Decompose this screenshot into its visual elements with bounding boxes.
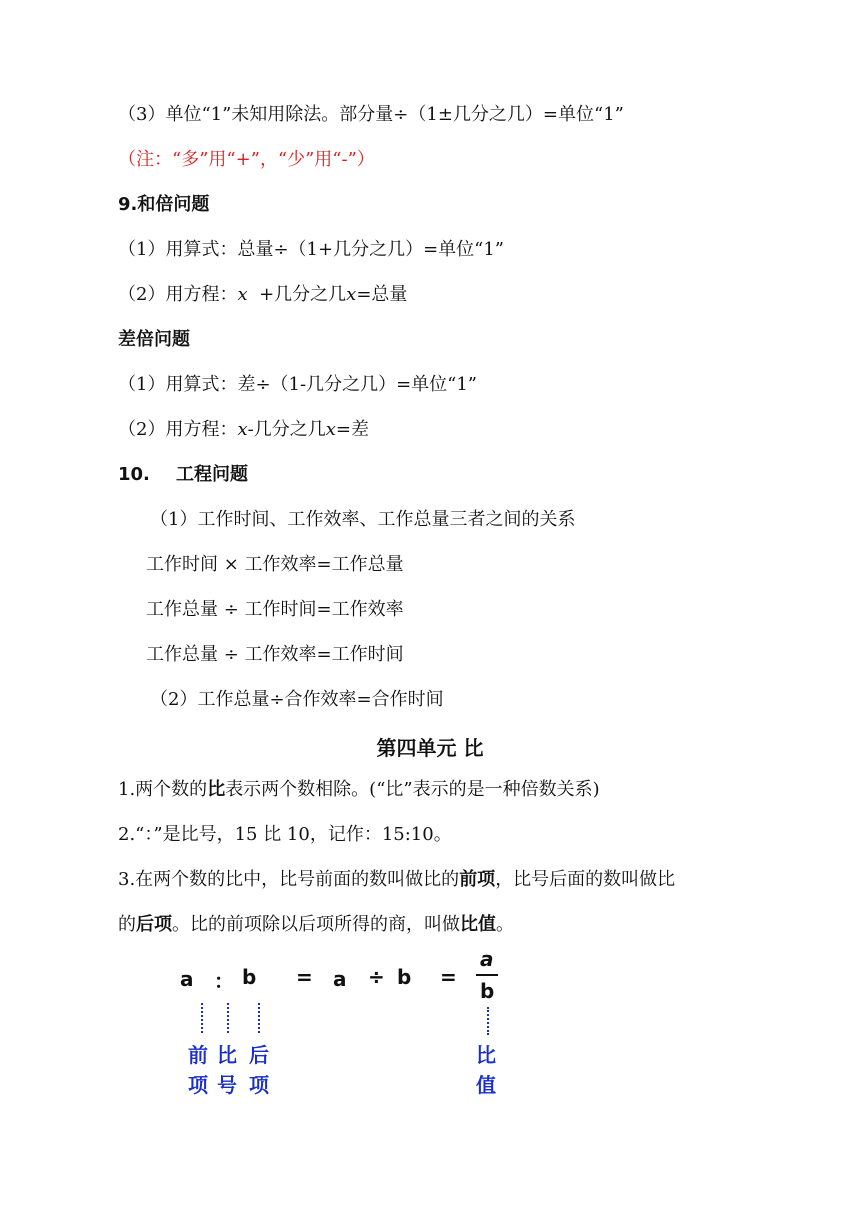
variable-x: x: [237, 284, 248, 305]
line-work-relationship: （1）工作时间、工作效率、工作总量三者之间的关系: [150, 509, 576, 530]
item-ratio-sign: 2.“：”是比号，15 比 10，记作：15:10。: [118, 824, 452, 845]
line-diff-formula: （1）用算式：差÷（1-几分之几）=单位“1”: [118, 374, 478, 395]
unit-title: 第四单元 比: [376, 736, 484, 760]
pointer-ratio-value: [487, 1007, 489, 1035]
keyword-ratio: 比: [207, 779, 226, 800]
diagram-a2: a: [333, 967, 347, 991]
diagram-a: a: [180, 967, 194, 991]
item-text: ，比号后面的数叫做比: [495, 869, 676, 890]
heading-sum-multiple: 9.和倍问题: [118, 194, 210, 215]
line-cooperation-time: （2）工作总量÷合作效率=合作时间: [150, 689, 444, 710]
item-terms-line-2: [118, 912, 514, 938]
diagram-divide: ÷: [368, 965, 385, 989]
variable-x: x: [325, 419, 336, 440]
variable-x: x: [346, 284, 357, 305]
equation-middle: -几分之几: [247, 419, 326, 440]
item-text: 1.两个数的: [118, 779, 208, 800]
diagram-colon: ：: [214, 969, 234, 993]
note-line: （注：“多”用“+”，“少”用“-”）: [118, 149, 375, 170]
pointer-ratio-sign: [227, 1003, 229, 1033]
item-text: 3.在两个数的比中，比号前面的数叫做比的: [118, 869, 460, 890]
heading-engineering: 工程问题: [176, 464, 248, 485]
pointer-back-term: [258, 1003, 260, 1033]
diagram-b: b: [242, 965, 257, 989]
fraction-numerator: a: [480, 947, 494, 971]
equation-prefix: （2）用方程：: [118, 284, 238, 305]
item-text: 的: [118, 914, 136, 935]
label-front-term: 前 项: [188, 1043, 208, 1097]
diagram-b2: b: [397, 965, 412, 989]
pointer-front-term: [201, 1003, 203, 1033]
item-terms-line-1: [118, 867, 675, 893]
ratio-diagram: [170, 945, 530, 1105]
fraction-bar: [476, 974, 498, 976]
item-text: 。比的前项除以后项所得的商，叫做: [172, 914, 460, 935]
line-work-total: 工作时间 × 工作效率=工作总量: [146, 554, 404, 575]
variable-x: x: [237, 419, 248, 440]
fraction-denominator: b: [480, 979, 495, 1003]
heading-engineering-number: 10.: [118, 464, 150, 485]
keyword-front-term: 前项: [459, 869, 496, 890]
line-unit-one-division: （3）单位“1”未知用除法。部分量÷（1±几分之几）=单位“1”: [118, 104, 624, 125]
equation-suffix: =差: [335, 419, 369, 440]
label-back-term: 后 项: [249, 1043, 269, 1097]
line-diff-equation: [118, 417, 369, 443]
equation-prefix: （2）用方程：: [118, 419, 238, 440]
line-sum-formula: （1）用算式：总量÷（1+几分之几）=单位“1”: [118, 239, 505, 260]
item-text: 表示两个数相除。(“比”表示的是一种倍数关系): [225, 779, 600, 800]
keyword-back-term: 后项: [136, 914, 172, 935]
label-ratio-value: 比 值: [476, 1043, 496, 1097]
diagram-equals-2: =: [440, 965, 457, 989]
equation-middle: +几分之几: [259, 284, 347, 305]
line-sum-equation: [118, 282, 407, 308]
heading-difference-multiple: 差倍问题: [118, 329, 190, 350]
equation-suffix: =总量: [356, 284, 408, 305]
line-work-time: 工作总量 ÷ 工作效率=工作时间: [146, 644, 404, 665]
line-work-efficiency: 工作总量 ÷ 工作时间=工作效率: [146, 599, 404, 620]
item-text: 。: [496, 914, 514, 935]
diagram-equals-1: =: [296, 965, 313, 989]
item-ratio-definition: [118, 777, 600, 803]
label-ratio-sign: 比 号: [217, 1043, 237, 1097]
keyword-ratio-value: 比值: [460, 914, 496, 935]
